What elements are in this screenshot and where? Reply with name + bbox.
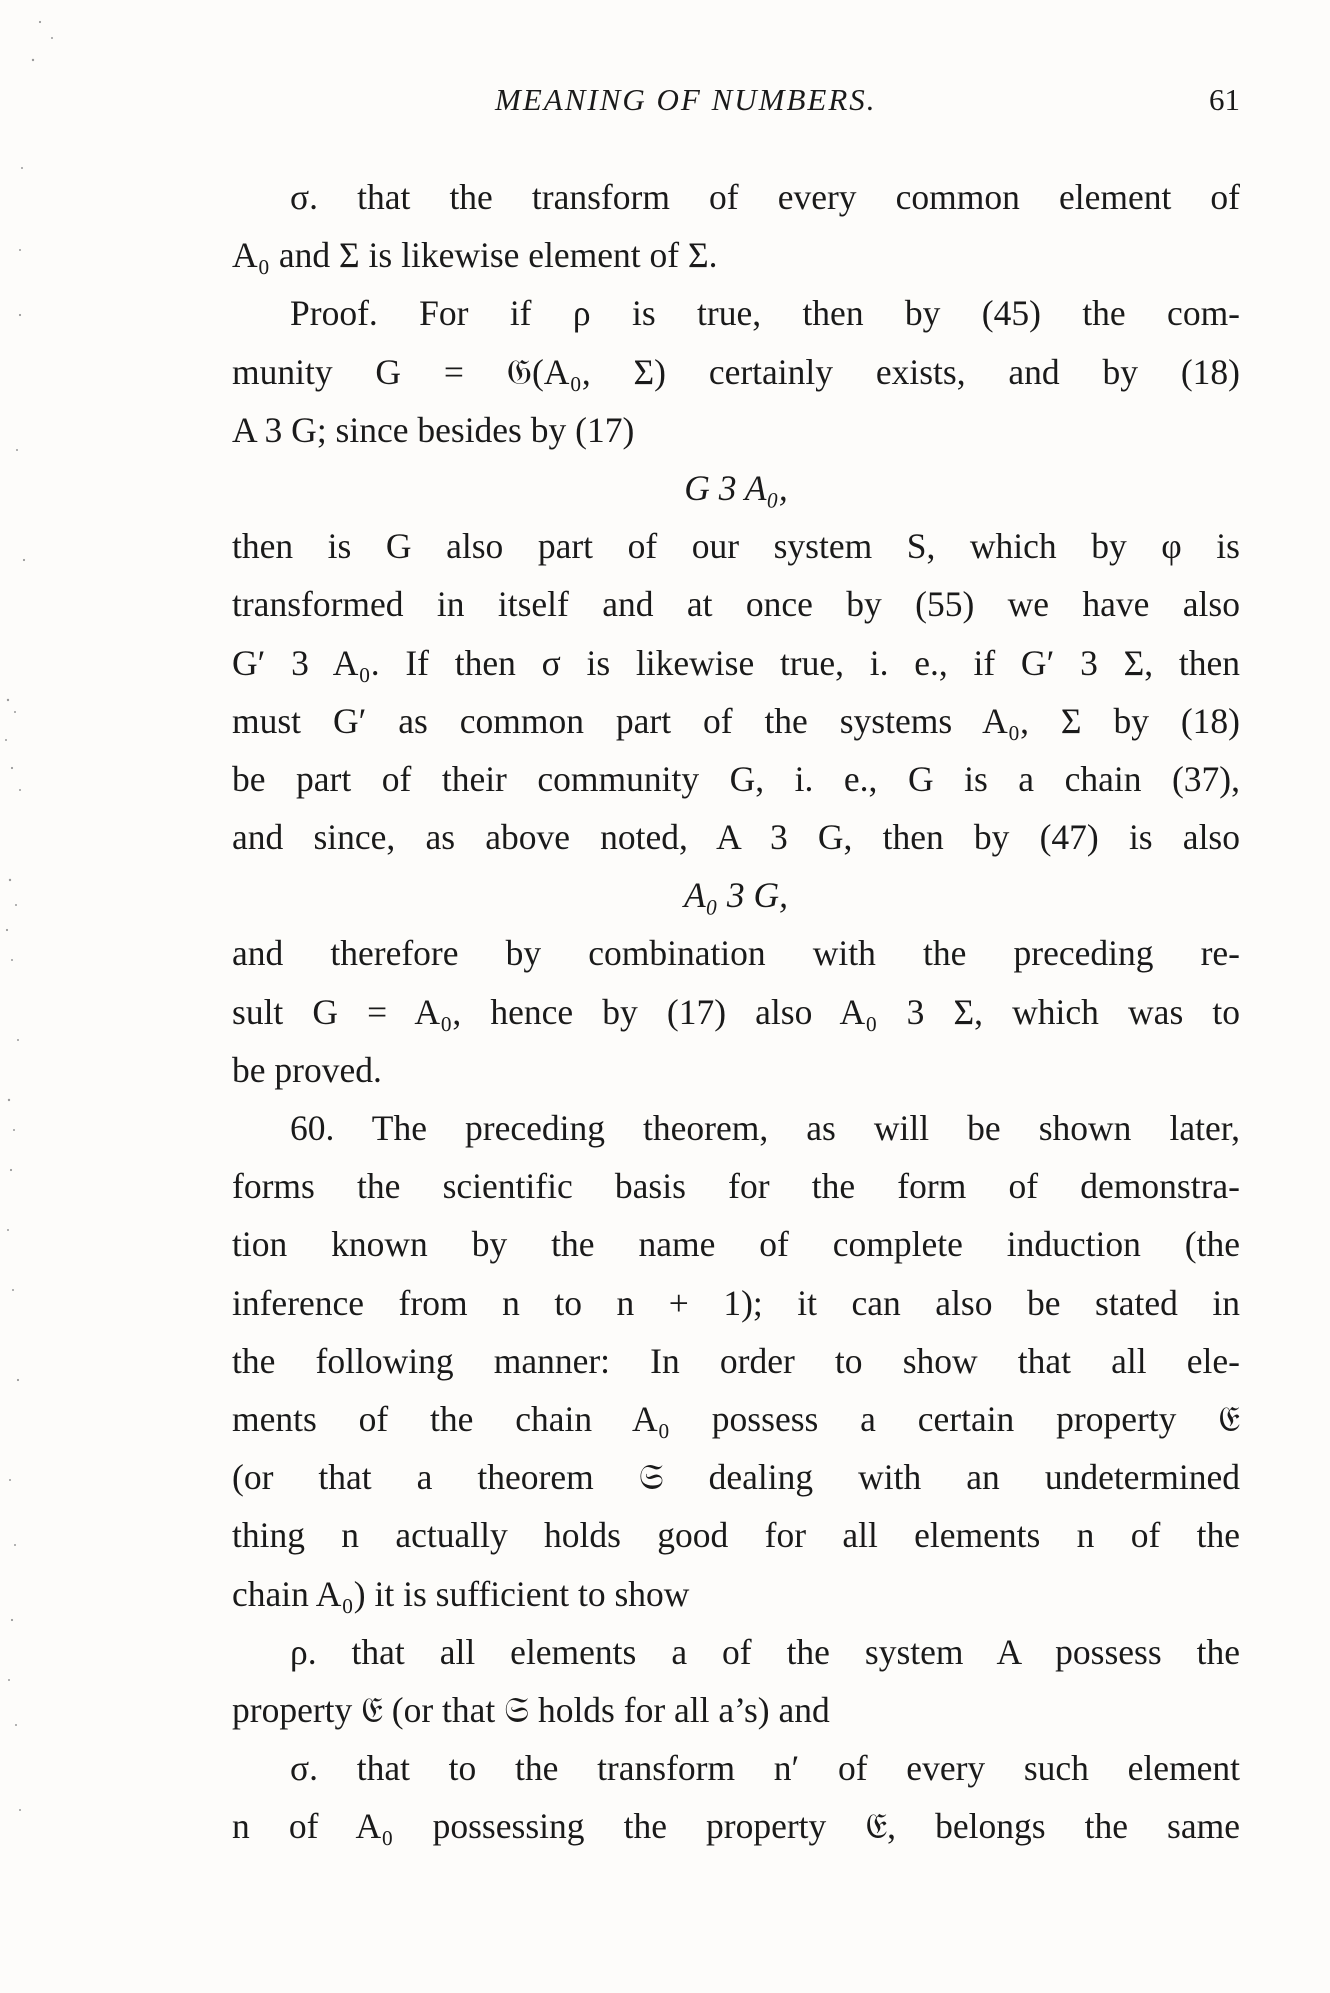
text-line: A 3 G; since besides by (17) (232, 409, 635, 450)
text-line: tion known by the name of complete induction (the (232, 1224, 1240, 1265)
text-line: G′ 3 A₀. If then σ is likewise true, i. e., if G′ 3 Σ, then (232, 642, 1240, 683)
formula-line: G 3 A₀, (684, 467, 788, 508)
text-line: property 𝔈 (or that 𝔖 holds for all a’s) and (232, 1689, 830, 1730)
text-line: forms the scientific basis for the form of demonstra- (232, 1166, 1240, 1207)
text-line: be proved. (232, 1049, 382, 1090)
formula-line: A₀ 3 G, (683, 875, 789, 916)
text-line: and therefore by combination with the preceding re- (232, 933, 1240, 974)
text-line: munity G = 𝔊(A₀, Σ) certainly exists, and by (18) (232, 351, 1240, 392)
text-line: n of A₀ possessing the property 𝔈, belongs the same (232, 1806, 1240, 1847)
text-line: A₀ and Σ is likewise element of Σ. (232, 235, 718, 276)
text-line: the following manner: In order to show that all ele- (232, 1340, 1240, 1381)
text-line: chain A₀) it is sufficient to show (232, 1573, 690, 1614)
scan-edge-artifacts (0, 0, 70, 1993)
text-line: ments of the chain A₀ possess a certain property 𝔈 (232, 1398, 1240, 1439)
text-line: σ. that to the transform n′ of every such element (290, 1748, 1240, 1789)
page-number: 61 (1209, 82, 1240, 117)
page-header (230, 82, 1240, 130)
text-line: must G′ as common part of the systems A₀, Σ by (18) (232, 700, 1240, 741)
text-line: 60. The preceding theorem, as will be shown later, (290, 1108, 1240, 1148)
text-line: thing n actually holds good for all elements n of the (232, 1515, 1240, 1556)
text-line: be part of their community G, i. e., G is a chain (37), (232, 758, 1240, 799)
page-body (232, 168, 1240, 1855)
text-line: then is G also part of our system S, which by φ is (232, 526, 1240, 567)
text-line: and since, as above noted, A 3 G, then by (47) is also (232, 817, 1240, 858)
text-line: ρ. that all elements a of the system A possess the (290, 1631, 1240, 1672)
text-line: (or that a theorem 𝔖 dealing with an undetermined (232, 1457, 1240, 1498)
text-line: inference from n to n + 1); it can also be stated in (232, 1282, 1240, 1323)
text-line: Proof. For if ρ is true, then by (45) the com- (290, 293, 1240, 334)
text-line: σ. that the transform of every common element of (290, 177, 1240, 217)
text-line: sult G = A₀, hence by (17) also A₀ 3 Σ, which was to (232, 991, 1240, 1032)
text-line: transformed in itself and at once by (55) we have also (232, 584, 1240, 625)
running-title: MEANING OF NUMBERS. (495, 82, 877, 117)
